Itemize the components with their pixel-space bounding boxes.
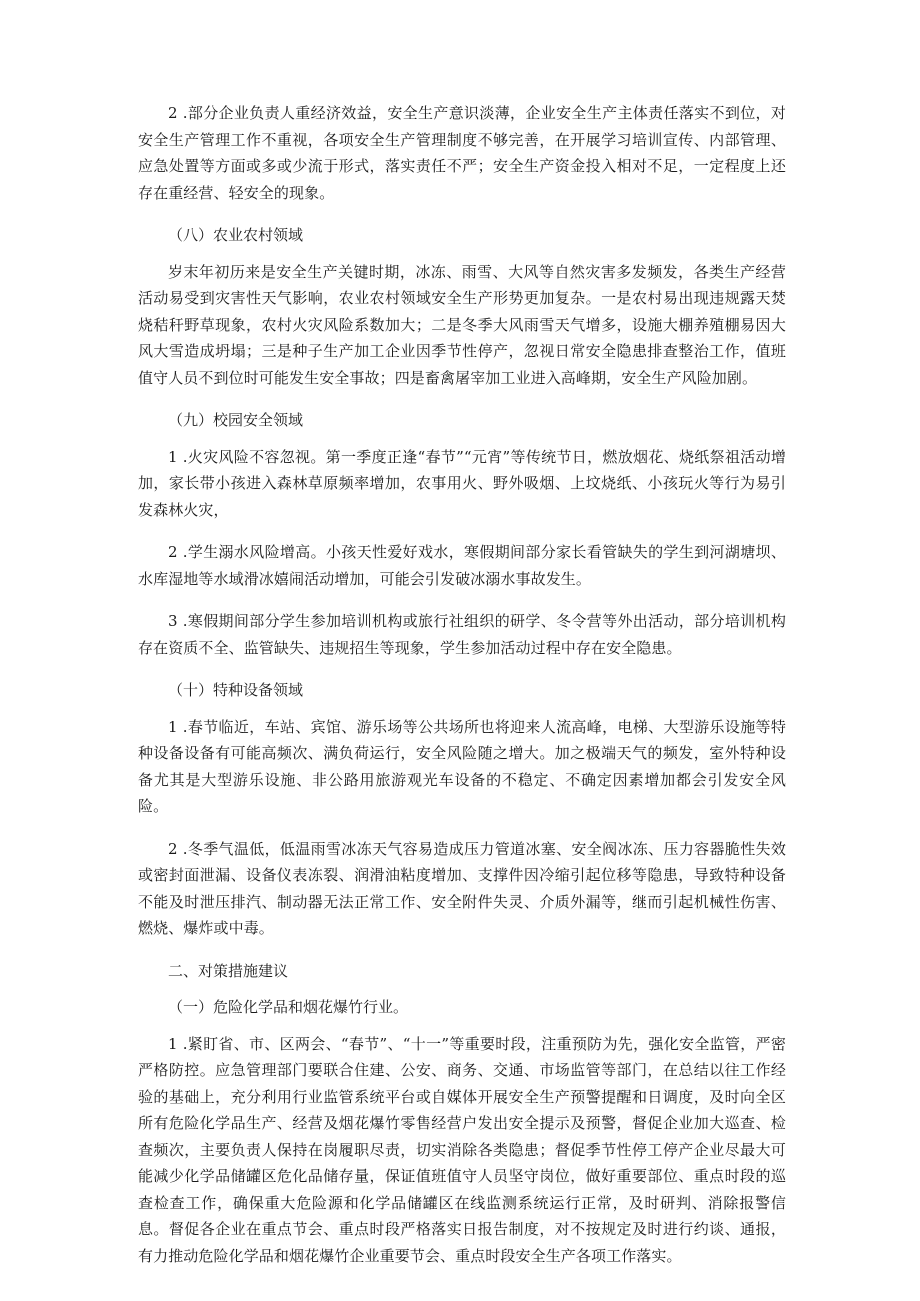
paragraph-drowning-risk: 2 .学生溺水风险增高。小孩天性爱好戏水，寒假期间部分家长看管缺失的学生到河湖塘坝、水库湿地等水域滑冰嬉闹活动增加，可能会引发破冰溺水事故发生。 [138, 543, 786, 588]
paragraph-winter-activities: 3 .寒假期间部分学生参加培训机构或旅行社组织的研学、冬令营等外出活动，部分培训机构存在资质不全、监管缺失、违规招生等现象，学生参加活动过程中存在安全隐患。 [138, 612, 786, 657]
heading-agriculture: （八）农业农村领域 [168, 226, 304, 244]
paragraph-enterprise-responsibility: 2 .部分企业负责人重经济效益，安全生产意识淡薄，企业安全生产主体责任落实不到位，对安全生产管理工作不重视，各项安全生产管理制度不够完善，在开展学习培训宣传、内部管理、应急处置等方面或多或少流于形式，落实责任不严；安全生产资金投入相对不足，一定程度上还存在重经营、轻安全的现象。 [138, 104, 786, 202]
document-body [138, 100, 786, 1285]
heading-special-equipment: （十）特种设备领域 [168, 681, 304, 699]
heading-countermeasures: 二、对策措施建议 [168, 961, 289, 980]
paragraph-hazardous-chemicals-measures: 1 .紧盯省、市、区两会、“春节”、“十一”等重要时段，注重预防为先，强化安全监管，严密严格防控。应急管理部门要联合住建、公安、商务、交通、市场监管等部门，在总结以往工作经验的基础上，充分利用行业监管系统平台或自媒体开展安全生产预警提醒和日调度，及时向全区所有危险化学品生产、经营及烟花爆竹零售经营户发出安全提示及预警，督促企业加大巡查、检查频次，主要负责人保持在岗履职尽责，切实消除各类隐患；督促季节性停工停产企业尽最大可能减少化学品储罐区危化品储存量，保证值班值守人员坚守岗位，做好重要部位、重点时段的巡查检查工作，确保重大危险源和化学品储罐区在线监测系统运行正常，及时研判、消除报警信息。督促各企业在重点节会、重点时段严格落实日报告制度，对不按规定及时进行约谈、通报，有力推动危险化学品和烟花爆竹企业重要节会、重点时段安全生产各项工作落实。 [138, 1034, 786, 1265]
paragraph-agriculture: 岁末年初历来是安全生产关键时期，冰冻、雨雪、大风等自然灾害多发频发，各类生产经营活动易受到灾害性天气影响，农业农村领域安全生产形势更加复杂。一是农村易出现违规露天焚烧秸秆野草现象，农村火灾风险系数加大；二是冬季大风雨雪天气增多，设施大棚养殖棚易因大风大雪造成坍塌；三是种子生产加工企业因季节性停产，忽视日常安全隐患排查整治工作，值班值守人员不到位时可能发生安全事故；四是畜禽屠宰加工业进入高峰期，安全生产风险加剧。 [138, 262, 786, 387]
heading-hazardous-chemicals: （一）危险化学品和烟花爆竹行业。 [168, 998, 409, 1016]
paragraph-spring-festival-equipment: 1 .春节临近，车站、宾馆、游乐场等公共场所也将迎来人流高峰，电梯、大型游乐设施等特种设备设备有可能高频次、满负荷运行，安全风险随之增大。加之极端天气的频发，室外特种设备尤其是大型游乐设施、非公路用旅游观光车设备的不稳定、不确定因素增加都会引发安全风险。 [138, 717, 786, 815]
paragraph-fire-risk: 1 .火灾风险不容忽视。第一季度正逢“春节”“元宵”等传统节日，燃放烟花、烧纸祭祖活动增加，家长带小孩进入森林草原频率增加，农事用火、野外吸烟、上坟烧纸、小孩玩火等行为易引发森林火灾， [138, 447, 786, 519]
paragraph-low-temperature-equipment: 2 .冬季气温低，低温雨雪冰冻天气容易造成压力管道冰塞、安全阀冰冻、压力容器脆性失效或密封面泄漏、设备仪表冻裂、润滑油粘度增加、支撑件因冷缩引起位移等隐患，导致特种设备不能及时泄压排汽、制动器无法正常工作、安全附件失灵、介质外漏等，继而引起机械性伤害、燃烧、爆炸或中毒。 [138, 839, 786, 937]
heading-campus-safety: （九）校园安全领域 [168, 411, 304, 429]
